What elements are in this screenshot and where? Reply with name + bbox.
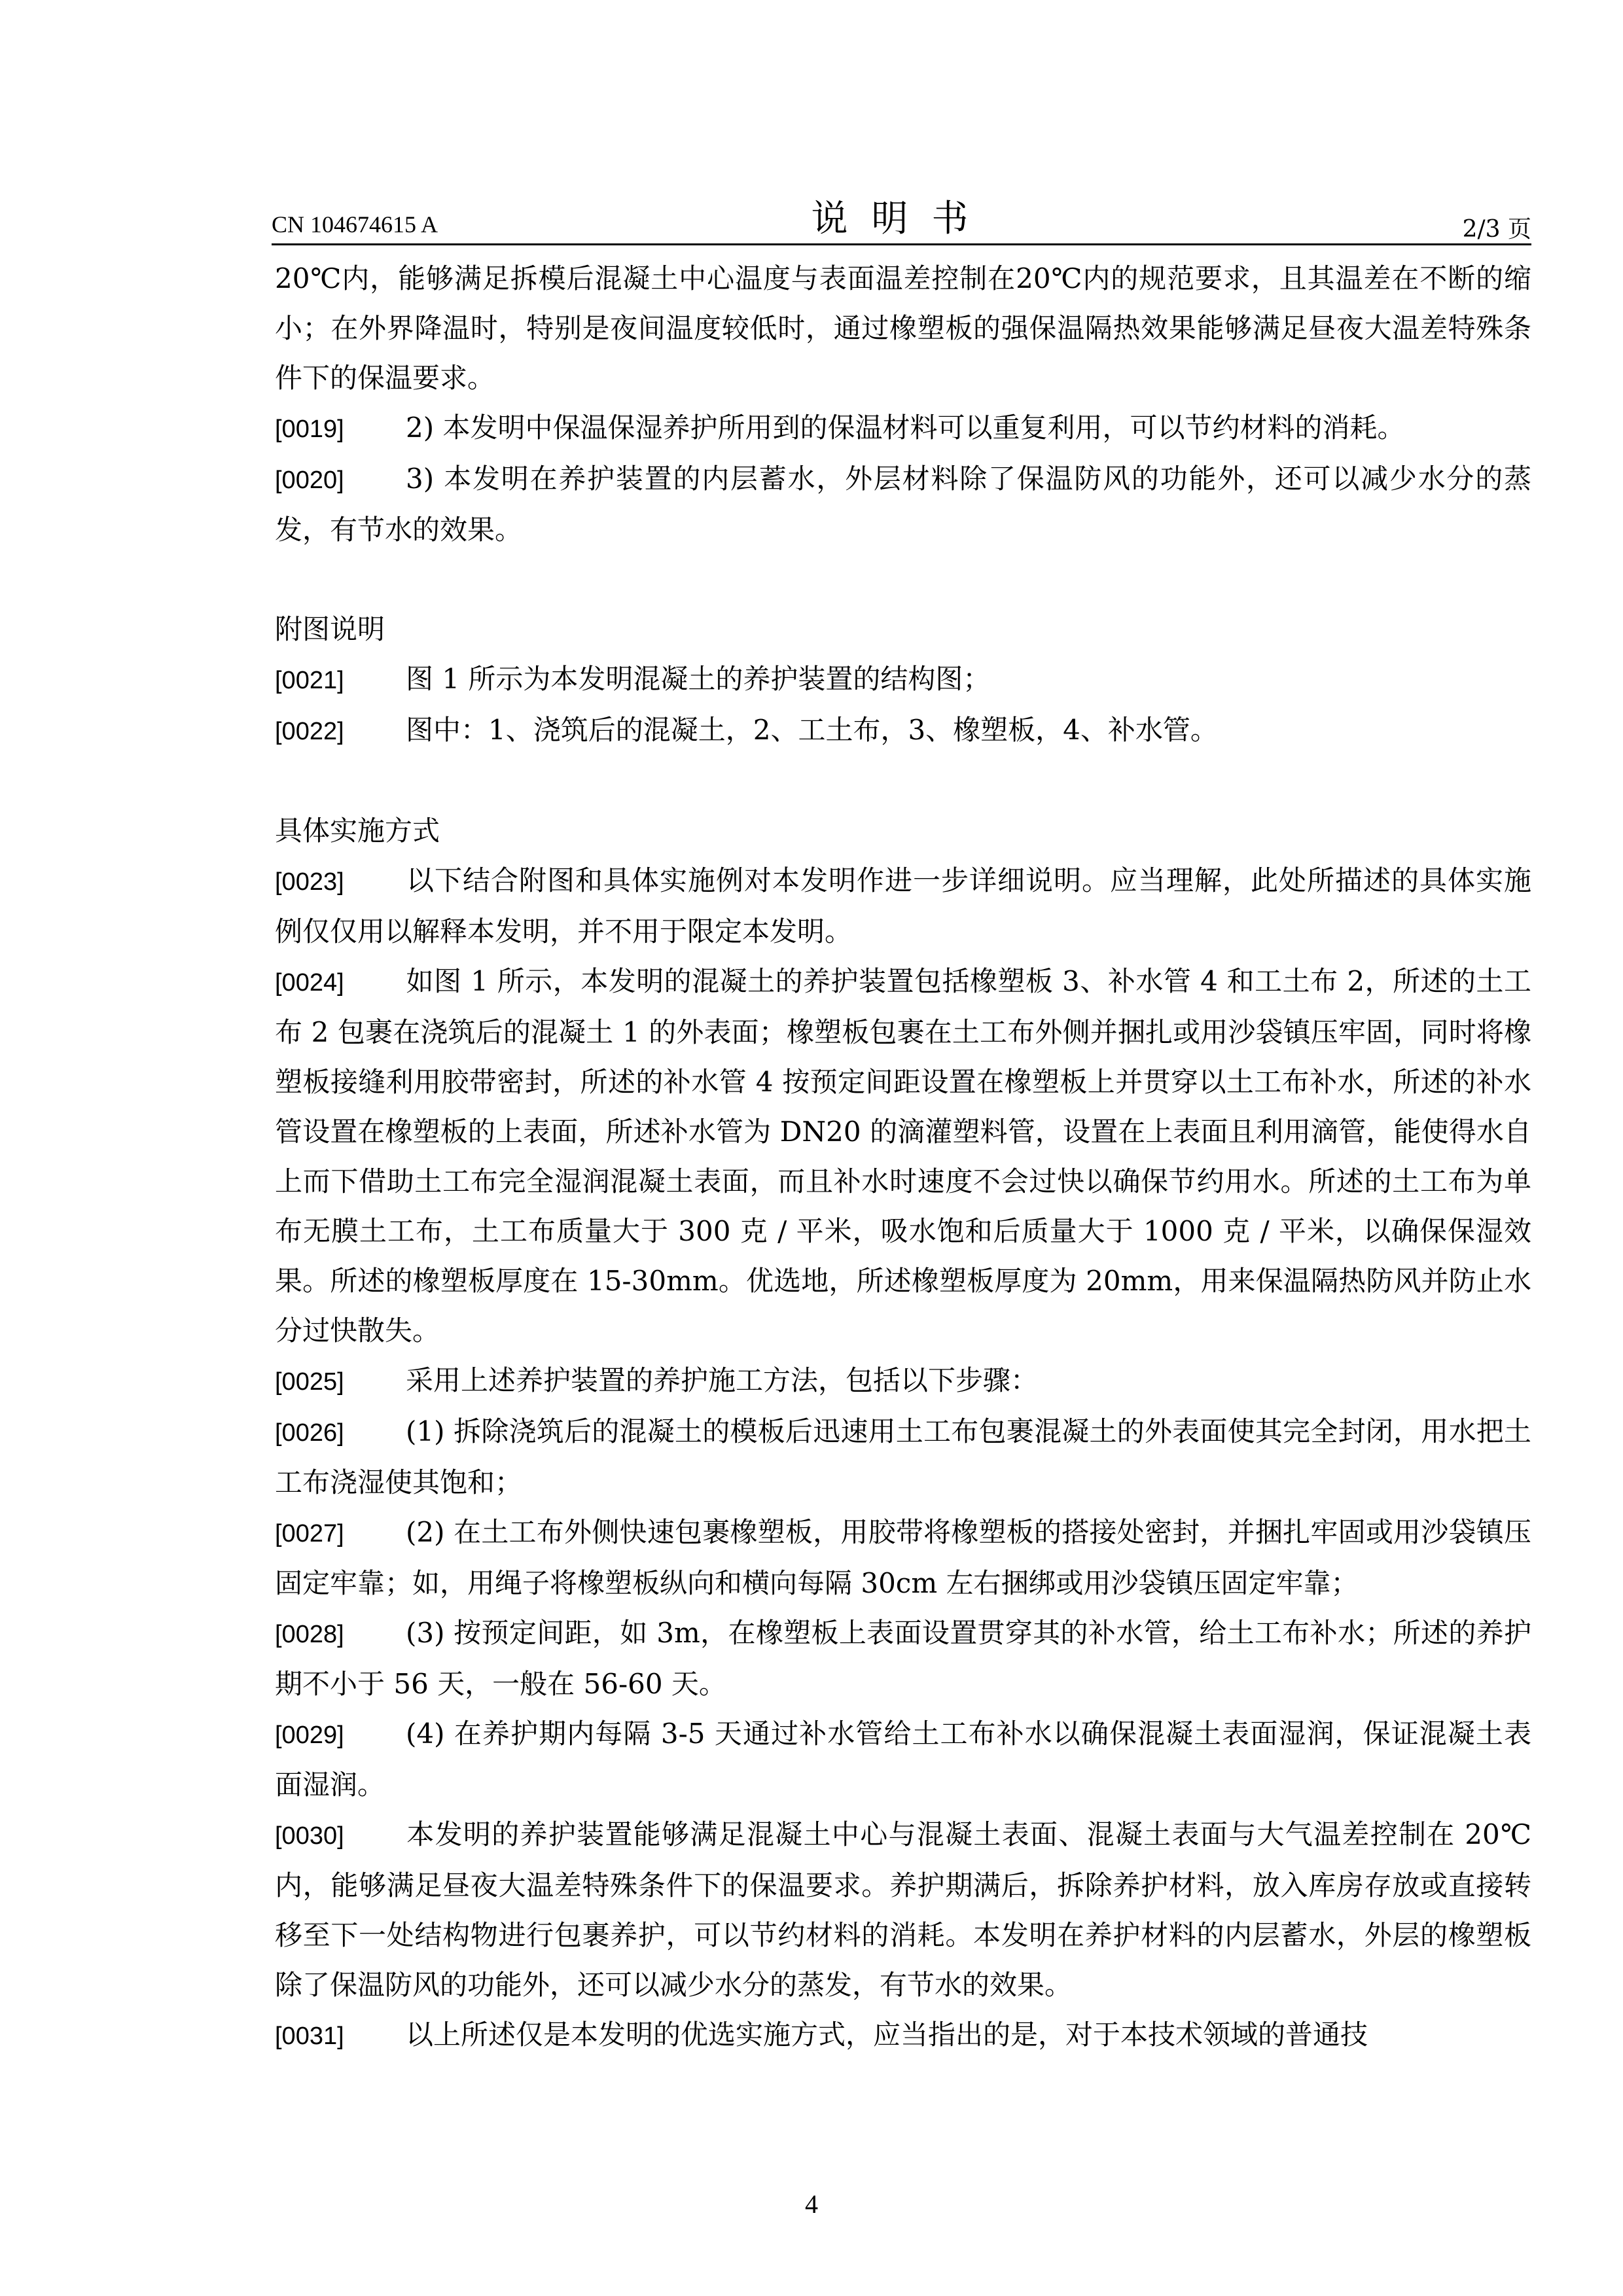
paragraph-0027 [275,1508,1531,1608]
paragraph-0019 [275,403,1531,454]
paragraph-0029 [275,1709,1531,1810]
paragraph-0021 [275,654,1531,705]
paragraph-text: 采用上述养护装置的养护施工方法，包括以下步骤： [406,1364,1039,1396]
paragraph-number: [0019] [275,415,344,443]
paragraph-0020 [275,454,1531,555]
paragraph-number: [0022] [275,718,344,745]
page-header [272,190,1531,242]
paragraph-text: 图 1 所示为本发明混凝土的养护装置的结构图； [406,663,991,695]
paragraph-number: [0026] [275,1419,344,1447]
paragraph-continuation [275,254,1531,403]
paragraph-number: [0025] [275,1368,344,1396]
section-heading-embodiments: 具体实施方式 [275,815,440,847]
paragraph-text: 图中：1、浇筑后的混凝土，2、工土布，3、橡塑板，4、补水管。 [406,714,1218,746]
paragraph-number: [0029] [275,1722,344,1749]
paragraph-text: 如图 1 所示，本发明的混凝土的养护装置包括橡塑板 3、补水管 4 和工土布 2，所述的土工布 2 包裹在浇筑后的混凝土 1 的外表面；橡塑板包裹在土工布外侧并捆扎或用沙袋镇压牢固，同时将橡塑板接缝利用胶带密封，所述的补水管 4 按预定间距设置在橡塑板上并贯穿以土工布补水，所述的补水管设置在橡塑板的上表面，所述补水管为 DN20 的滴灌塑料管，设置在上表面且利用滴管，能使得水自上而下借助土工布完全湿润混凝土表面，而且补水时速度不会过快以确保节约用水。所述的土工布为单布无膜土工布，土工布质量大于 300 克 / 平米，吸水饱和后质量大于 1000 克 / 平米，以确保保湿效果。所述的橡塑板厚度在 15-30mm。优选地，所述橡塑板厚度为 20mm，用来保温隔热防风并防止水分过快散失。 [275,965,1531,1347]
paragraph-0026 [275,1407,1531,1508]
page-number: 4 [805,2189,818,2219]
paragraph-0030 [275,1810,1531,2010]
paragraph-0023 [275,856,1531,957]
paragraph-text: (4) 在养护期内每隔 3-5 天通过补水管给土工布补水以确保混凝土表面湿润，保证混凝土表面湿润。 [275,1718,1531,1801]
paragraph-number: [0031] [275,2022,344,2050]
section-heading-figures: 附图说明 [275,613,385,645]
paragraph-text: (2) 在土工布外侧快速包裹橡塑板，用胶带将橡塑板的搭接处密封，并捆扎牢固或用沙袋镇压固定牢靠；如，用绳子将橡塑板纵向和横向每隔 30cm 左右捆绑或用沙袋镇压固定牢靠； [275,1516,1531,1599]
header-rule [272,243,1531,245]
paragraph-0022 [275,705,1531,756]
paragraph-number: [0024] [275,969,344,997]
publication-number: CN 104674615 A [272,211,438,238]
paragraph-number: [0030] [275,1822,344,1850]
paragraph-text: 3) 本发明在养护装置的内层蓄水，外层材料除了保温防风的功能外，还可以减少水分的蒸发，有节水的效果。 [275,463,1531,546]
paragraph-number: [0028] [275,1621,344,1648]
paragraph-number: [0020] [275,467,344,494]
paragraph-number: [0023] [275,868,344,896]
paragraph-number: [0021] [275,667,344,694]
paragraph-0024 [275,957,1531,1356]
paragraph-text: (1) 拆除浇筑后的混凝土的模板后迅速用土工布包裹混凝土的外表面使其完全封闭，用水把土工布浇湿使其饱和； [275,1415,1531,1498]
paragraph-0028 [275,1608,1531,1709]
page-indicator: 2/3 页 [1462,216,1531,243]
paragraph-text: (3) 按预定间距，如 3m，在橡塑板上表面设置贯穿其的补水管，给土工布补水；所述的养护期不小于 56 天，一般在 56-60 天。 [275,1617,1531,1700]
document-title: 说明书 [811,198,992,240]
paragraph-0031 [275,2010,1531,2061]
paragraph-text: 以下结合附图和具体实施例对本发明作进一步详细说明。应当理解，此处所描述的具体实施例仅仅用以解释本发明，并不用于限定本发明。 [275,864,1531,947]
paragraph-text: 以上所述仅是本发明的优选实施方式，应当指出的是，对于本技术领域的普通技 [406,2019,1368,2051]
paragraph-text: 本发明的养护装置能够满足混凝土中心与混凝土表面、混凝土表面与大气温差控制在 20℃内，能够满足昼夜大温差特殊条件下的保温要求。养护期满后，拆除养护材料，放入库房存放或直接转移至下一处结构物进行包裹养护，可以节约材料的消耗。本发明在养护材料的内层蓄水，外层的橡塑板除了保温防风的功能外，还可以减少水分的蒸发，有节水的效果。 [275,1818,1531,2001]
paragraph-text: 2) 本发明中保温保湿养护所用到的保温材料可以重复利用，可以节约材料的消耗。 [406,412,1405,444]
paragraph-0025 [275,1356,1531,1407]
paragraph-number: [0027] [275,1520,344,1547]
document-body [275,254,1531,2061]
paragraph-text: 20℃内，能够满足拆模后混凝土中心温度与表面温差控制在20℃内的规范要求，且其温差在不断的缩小；在外界降温时，特别是夜间温度较低时，通过橡塑板的强保温隔热效果能够满足昼夜大温差特殊条件下的保温要求。 [275,262,1531,394]
